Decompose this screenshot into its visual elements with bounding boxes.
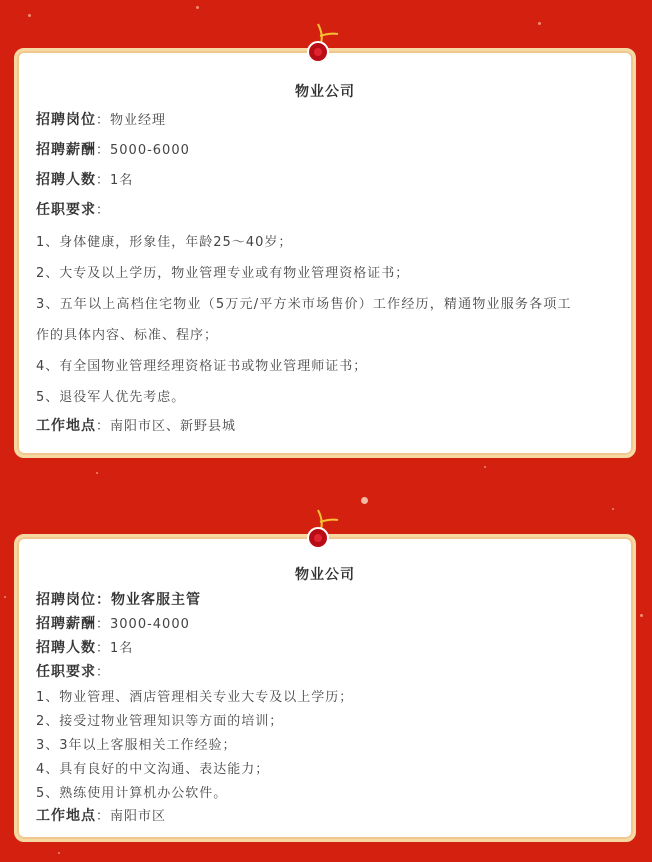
colon: ： <box>96 809 111 824</box>
colon: ： <box>96 617 111 632</box>
requirement-item: 4、具有良好的中文沟通、表达能力； <box>36 762 270 777</box>
position-label: 招聘岗位 <box>36 592 96 608</box>
location-value: 南阳市区 <box>110 809 167 824</box>
requirement-item: 3、五年以上高档住宅物业（5万元/平方米市场售价）工作经历，精通物业服务各项工 <box>36 297 572 312</box>
location-row <box>36 415 236 435</box>
requirement-item: 5、熟练使用计算机办公软件。 <box>36 786 228 801</box>
headcount-row <box>36 637 133 657</box>
colon: ： <box>96 143 111 158</box>
colon: ： <box>96 665 111 680</box>
location-label: 工作地点 <box>36 418 96 434</box>
headcount-value: 1名 <box>110 641 134 656</box>
ornament-knot-icon <box>296 18 340 66</box>
requirement-item: 3、3年以上客服相关工作经验； <box>36 738 237 753</box>
location-label: 工作地点 <box>36 808 96 824</box>
requirement-item: 1、身体健康，形象佳，年龄25～40岁； <box>36 235 293 250</box>
background-speck <box>4 596 6 598</box>
requirement-item: 2、大专及以上学历，物业管理专业或有物业管理资格证书； <box>36 266 410 281</box>
requirement-item: 2、接受过物业管理知识等方面的培训； <box>36 714 284 729</box>
requirement-item-continued: 作的具体内容、标准、程序； <box>36 328 219 343</box>
headcount-label: 招聘人数 <box>36 172 96 188</box>
background-speck <box>612 508 614 510</box>
colon: ： <box>96 113 111 128</box>
colon: ： <box>96 419 111 434</box>
job-posting-card-2 <box>14 534 636 842</box>
headcount-value: 1名 <box>110 173 134 188</box>
requirement-item: 4、有全国物业管理经理资格证书或物业管理师证书； <box>36 359 368 374</box>
job-posting-card-1 <box>14 48 636 458</box>
background-speck <box>96 472 98 474</box>
position-row <box>36 109 166 129</box>
background-speck <box>361 497 368 504</box>
ornament-knot-icon <box>296 504 340 552</box>
salary-label: 招聘薪酬 <box>36 142 96 158</box>
colon: ： <box>96 641 111 656</box>
requirements-label: 任职要求 <box>36 664 96 680</box>
location-row <box>36 805 166 825</box>
colon: ： <box>96 592 111 608</box>
salary-value: 3000-4000 <box>110 617 190 632</box>
salary-row <box>36 139 190 159</box>
position-row <box>36 589 201 609</box>
salary-value: 5000-6000 <box>110 143 190 158</box>
salary-label: 招聘薪酬 <box>36 616 96 632</box>
position-label: 招聘岗位 <box>36 112 96 128</box>
background-speck <box>58 852 60 854</box>
background-speck <box>538 22 541 25</box>
colon: ： <box>96 203 111 218</box>
background-speck <box>196 6 199 9</box>
colon: ： <box>96 173 111 188</box>
company-title: 物业公司 <box>295 84 355 100</box>
headcount-label: 招聘人数 <box>36 640 96 656</box>
position-value: 物业经理 <box>110 113 167 128</box>
background-speck <box>640 614 643 617</box>
location-value: 南阳市区、新野县城 <box>110 419 237 434</box>
position-value: 物业客服主管 <box>111 592 201 608</box>
requirements-heading <box>36 661 110 681</box>
requirement-item: 1、物业管理、酒店管理相关专业大专及以上学历； <box>36 690 354 705</box>
company-title: 物业公司 <box>295 567 355 583</box>
requirement-item: 5、退役军人优先考虑。 <box>36 390 186 405</box>
background-speck <box>484 466 486 468</box>
salary-row <box>36 613 190 633</box>
background-speck <box>28 14 31 17</box>
requirements-heading <box>36 199 110 219</box>
headcount-row <box>36 169 133 189</box>
requirements-label: 任职要求 <box>36 202 96 218</box>
